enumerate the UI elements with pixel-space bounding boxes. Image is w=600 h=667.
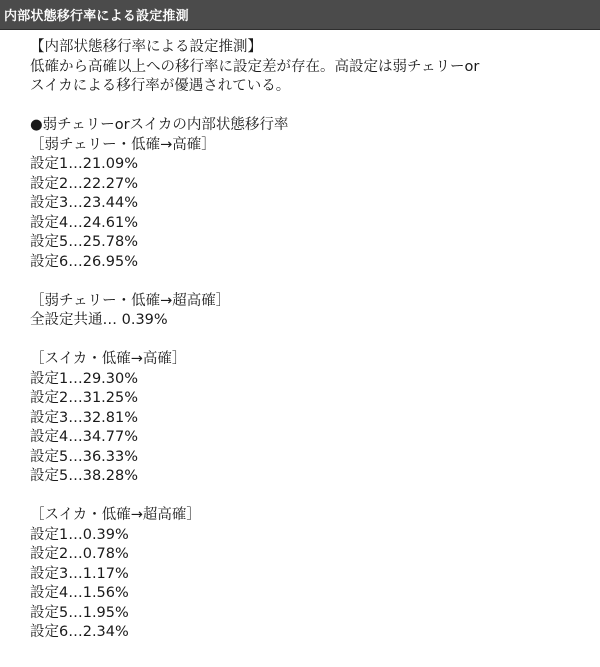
spacer bbox=[30, 487, 580, 507]
rate-row: 設定5…36.33% bbox=[30, 448, 139, 465]
group-label: ［弱チェリー・低確→高確］ bbox=[30, 136, 216, 153]
rate-row: 設定1…21.09% bbox=[30, 156, 139, 172]
rate-group-watermelon-high bbox=[30, 350, 580, 487]
group-label: ［弱チェリー・低確→超高確］ bbox=[30, 292, 231, 309]
rate-row: 設定5…1.95% bbox=[30, 604, 129, 621]
rate-row: 設定3…32.81% bbox=[30, 409, 139, 426]
rate-row: 設定4…34.77% bbox=[30, 429, 139, 445]
article-heading: 【内部状態移行率による設定推測】 bbox=[30, 39, 262, 55]
intro-text-line-2: スイカによる移行率が優遇されている。 bbox=[30, 78, 291, 94]
rate-row: 設定1…0.39% bbox=[30, 526, 129, 543]
rate-row: 設定5…38.28% bbox=[30, 468, 139, 484]
group-label: ［スイカ・低確→超高確］ bbox=[30, 507, 201, 523]
rate-row: 設定5…25.78% bbox=[30, 234, 139, 250]
rate-group-watermelon-super-high bbox=[30, 506, 580, 643]
rate-row: 設定6…2.34% bbox=[30, 624, 129, 640]
section-title: ●弱チェリーorスイカの内部状態移行率 bbox=[30, 117, 289, 133]
spacer bbox=[30, 331, 580, 351]
rate-row: 設定4…1.56% bbox=[30, 585, 129, 601]
rate-row: 設定4…24.61% bbox=[30, 214, 139, 231]
rate-row: 設定2…31.25% bbox=[30, 390, 139, 406]
spacer bbox=[30, 97, 580, 117]
intro-text-line-1: 低確から高確以上への移行率に設定差が存在。高設定は弱チェリーor bbox=[30, 58, 480, 75]
section-header-title: 内部状態移行率による設定推測 bbox=[4, 9, 189, 24]
rate-row: 設定1…29.30% bbox=[30, 370, 139, 387]
group-label: ［スイカ・低確→高確］ bbox=[30, 351, 187, 367]
rate-row: 設定6…26.95% bbox=[30, 253, 139, 270]
rate-row: 設定2…22.27% bbox=[30, 175, 139, 192]
section-header-bar bbox=[0, 0, 600, 30]
rate-row: 設定3…1.17% bbox=[30, 565, 129, 582]
rate-group-weak-cherry-super-high bbox=[30, 292, 580, 331]
article-body bbox=[30, 38, 580, 643]
rate-group-weak-cherry-high bbox=[30, 136, 580, 273]
rate-row: 全設定共通… 0.39% bbox=[30, 312, 168, 328]
spacer bbox=[30, 272, 580, 292]
rate-row: 設定3…23.44% bbox=[30, 195, 139, 211]
rate-row: 設定2…0.78% bbox=[30, 546, 129, 562]
